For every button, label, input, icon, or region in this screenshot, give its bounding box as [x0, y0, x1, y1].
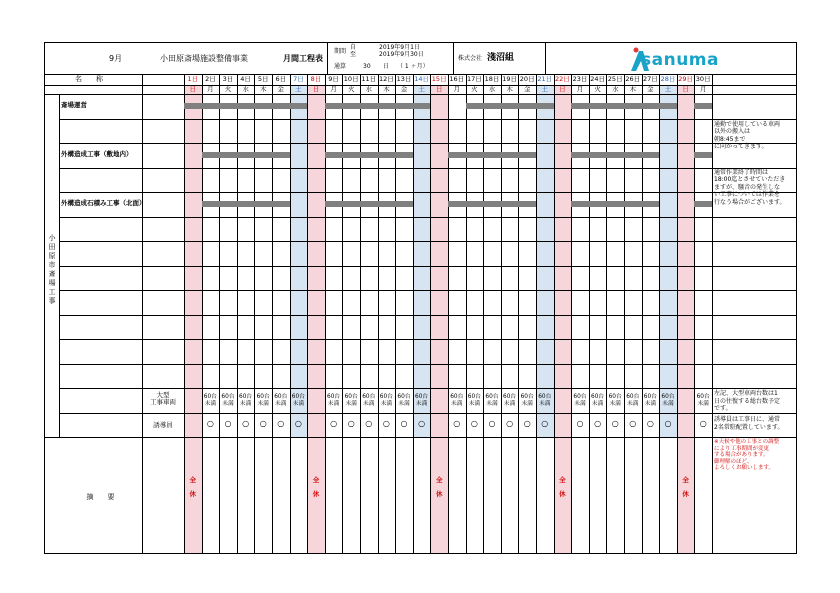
- truck-count: 60台 未満: [203, 394, 217, 407]
- day-number-header: 18日: [484, 75, 500, 83]
- weekday-header: 月: [453, 85, 461, 93]
- to-date: 2019年9月30日: [379, 51, 424, 58]
- truck-count: 60台 未満: [239, 394, 253, 407]
- weekday-header: 月: [699, 85, 707, 93]
- day-number-header: 29日: [678, 75, 693, 83]
- months-label: （ 1 ヶ月）: [397, 63, 429, 70]
- guard-mark: ○: [629, 419, 637, 428]
- weekend-column-bg: [659, 85, 677, 437]
- weekday-header: 木: [506, 85, 513, 93]
- grid-line: [59, 339, 796, 340]
- grid-line: [466, 75, 467, 553]
- guard-mark: ○: [418, 419, 426, 428]
- weekday-header: 水: [365, 85, 373, 93]
- weekday-header: 月: [576, 85, 584, 93]
- day-number-header: 7日: [293, 75, 304, 83]
- truck-count: 60台 未満: [520, 394, 534, 407]
- weekday-header: 日: [435, 85, 443, 93]
- company-prefix: 株式会社: [458, 55, 483, 62]
- grid-line: [501, 75, 502, 553]
- day-number-header: 17日: [467, 75, 482, 83]
- day-number-header: 1日: [187, 75, 199, 83]
- holiday-mark: 全 休: [682, 476, 689, 498]
- weekday-header: 木: [383, 85, 390, 93]
- truck-count: 60台 未満: [221, 394, 235, 407]
- weekend-column-bg: [536, 85, 554, 437]
- grid-line: [448, 75, 449, 553]
- day-number-header: 21日: [537, 75, 553, 83]
- weekday-header: 土: [664, 85, 672, 93]
- grid-line: [659, 75, 660, 553]
- weekday-header: 水: [611, 85, 619, 93]
- truck-count: 60台 未満: [503, 394, 517, 407]
- day-number-header: 12日: [379, 75, 394, 83]
- gantt-bar: [325, 152, 413, 158]
- grid-line: [59, 241, 796, 242]
- grid-line: [45, 437, 796, 438]
- guard-mark: ○: [611, 419, 619, 428]
- guard-mark: ○: [206, 419, 214, 428]
- month-label: 9月: [109, 54, 123, 63]
- weekday-header: 日: [682, 85, 689, 93]
- grid-line: [59, 315, 796, 316]
- grid-line: [272, 75, 273, 553]
- truck-count: 60台 未満: [274, 394, 288, 407]
- schedule-title: 月間工程表: [283, 54, 323, 63]
- weekday-header: 水: [242, 85, 249, 93]
- day-number-header: 8日: [310, 75, 322, 83]
- grid-line: [536, 75, 537, 553]
- guard-mark: ○: [242, 419, 250, 428]
- gantt-bar: [325, 103, 431, 109]
- guard-mark: ○: [277, 419, 285, 428]
- truck-count: 60台 未満: [291, 394, 305, 407]
- guard-mark: ○: [664, 419, 672, 428]
- grid-line: [712, 75, 713, 553]
- day-number-header: 10日: [343, 75, 359, 83]
- truck-count: 60台 未満: [661, 394, 675, 407]
- weekday-header: 金: [277, 85, 285, 93]
- grid-line: [237, 75, 238, 553]
- guard-mark: ○: [382, 419, 390, 428]
- truck-count: 60台 未満: [573, 394, 587, 407]
- task-label: 外構造成石積み工事（北面）: [61, 199, 146, 207]
- guard-mark: ○: [330, 419, 338, 428]
- weekday-header: 金: [400, 85, 408, 93]
- grid-line: [378, 75, 379, 553]
- guard-mark: ○: [365, 419, 373, 428]
- truck-count: 60台 未満: [379, 394, 393, 407]
- guard-mark: ○: [523, 419, 531, 428]
- weekday-header: 木: [259, 85, 267, 93]
- day-number-header: 15日: [431, 75, 447, 83]
- grid-line: [624, 75, 625, 553]
- weekday-header: 火: [347, 85, 355, 93]
- guard-mark: ○: [400, 419, 408, 428]
- weekday-header: 金: [647, 85, 654, 93]
- task-label: 外構造成工事（敷地内）: [61, 150, 133, 158]
- day-number-header: 6日: [275, 75, 287, 83]
- guard-mark: ○: [294, 419, 302, 428]
- grid-line: [59, 192, 796, 193]
- guard-row-label: 誘導員: [153, 421, 173, 429]
- guard-mark: ○: [646, 419, 654, 428]
- gantt-bar: [466, 103, 554, 109]
- total-days: 30: [363, 63, 371, 70]
- holiday-mark: 全 休: [559, 476, 566, 498]
- gantt-bar: [694, 201, 712, 207]
- day-number-header: 28日: [660, 75, 676, 83]
- grid-line: [202, 75, 203, 553]
- guard-mark: ○: [576, 419, 584, 428]
- day-number-header: 25日: [607, 75, 623, 83]
- day-number-header: 13日: [396, 75, 412, 83]
- total-label: 通算: [334, 63, 347, 70]
- from-label: 自: [350, 44, 357, 51]
- gantt-bar: [694, 152, 712, 158]
- truck-count: 60台 未満: [485, 394, 499, 407]
- section-label: 小田原市斎場工事: [48, 234, 56, 305]
- day-number-header: 26日: [625, 75, 641, 83]
- day-number-header: 14日: [414, 75, 429, 83]
- grid-line: [254, 75, 255, 553]
- truck-count: 60台 未満: [327, 394, 341, 407]
- guard-mark: ○: [224, 419, 232, 428]
- weekday-header: 月: [330, 85, 337, 93]
- truck-count: 60台 未満: [415, 394, 429, 407]
- project-title: 小田原斎場施設整備事業: [160, 54, 248, 63]
- weekend-column-bg: [413, 85, 431, 437]
- grid-line: [589, 75, 590, 553]
- weekday-header: 水: [488, 85, 496, 93]
- grid-line: [290, 75, 291, 553]
- grid-line: [59, 266, 796, 267]
- remarks-label: 摘 要: [86, 493, 115, 501]
- day-number-header: 4日: [240, 75, 251, 83]
- grid-line: [59, 388, 796, 389]
- day-number-header: 9日: [328, 75, 339, 83]
- guard-mark: ○: [488, 419, 496, 428]
- grid-line: [59, 217, 796, 218]
- grid-line: [325, 75, 326, 553]
- weekend-column-bg: [677, 85, 695, 437]
- grid-line: [571, 75, 572, 553]
- grid-line: [59, 413, 796, 414]
- grid-line: [694, 75, 695, 553]
- truck-count: 60台 未満: [467, 394, 481, 407]
- note-commute: 通勤で使用している車両 以外の搬入は 朝8:45まで に向かってきます。: [714, 120, 781, 150]
- from-date: 2019年9月1日: [379, 44, 420, 51]
- guard-mark: ○: [506, 419, 514, 428]
- grid-line: [483, 75, 484, 553]
- guard-mark: ○: [699, 419, 707, 428]
- gantt-bar: [184, 103, 307, 109]
- gantt-bar: [571, 103, 677, 109]
- guard-mark: ○: [347, 419, 355, 428]
- day-number-header: 5日: [257, 75, 269, 83]
- weekend-column-bg: [554, 85, 572, 437]
- logo-text: sanuma: [641, 50, 719, 70]
- grid-line: [342, 75, 343, 553]
- day-number-header: 27日: [643, 75, 658, 83]
- truck-count: 60台 未満: [344, 394, 358, 407]
- truck-count: 60台 未満: [538, 394, 552, 407]
- grid-line: [59, 290, 796, 291]
- grid-line: [413, 75, 414, 553]
- truck-count: 60台 未満: [696, 394, 710, 407]
- weekday-header: 火: [224, 85, 232, 93]
- gantt-bar: [448, 201, 536, 207]
- weekday-header: 土: [418, 85, 425, 93]
- grid-line: [59, 119, 796, 120]
- day-number-header: 2日: [205, 75, 216, 83]
- task-label: 斎場運営: [61, 101, 87, 109]
- guard-mark: ○: [470, 419, 478, 428]
- day-number-header: 11日: [361, 75, 377, 83]
- weekend-column-bg: [290, 85, 308, 437]
- note-guards: 誘導員は工事日に、通常 2名常駐配置しています。: [714, 416, 784, 431]
- grid-line: [642, 75, 643, 553]
- day-number-header: 24日: [590, 75, 605, 83]
- name-header: 名 称: [75, 75, 103, 83]
- gantt-bar: [325, 201, 413, 207]
- weekend-column-bg: [184, 85, 202, 437]
- guard-mark: ○: [453, 419, 461, 428]
- company-name: 淺沼組: [487, 53, 515, 63]
- gantt-bar: [694, 103, 712, 109]
- period-label: 期間: [334, 48, 347, 55]
- truck-count: 60台 未満: [256, 394, 270, 407]
- day-number-header: 23日: [572, 75, 588, 83]
- truck-count: 60台 未満: [608, 394, 622, 407]
- gantt-bar: [202, 201, 290, 207]
- weekday-header: 木: [629, 85, 637, 93]
- grid-line: [59, 168, 796, 169]
- truck-count: 60台 未満: [626, 394, 640, 407]
- note-work-end: 通常作業終了時間は 18:00迄とさせていただき ますが、騒音の発生しな い工事については作業を 行なう場合がございます。: [714, 168, 786, 206]
- holiday-mark: 全 休: [189, 476, 197, 498]
- grid-line: [59, 143, 796, 144]
- grid-line: [395, 75, 396, 553]
- truck-count: 60台 未満: [450, 394, 464, 407]
- weekday-header: 土: [541, 85, 549, 93]
- grid-line: [606, 75, 607, 553]
- weekday-header: 月: [207, 85, 214, 93]
- truck-count: 60台 未満: [643, 394, 657, 407]
- to-label: 至: [350, 51, 357, 58]
- guard-mark: ○: [541, 419, 549, 428]
- truck-row-label: 大型 工事車両: [150, 391, 176, 406]
- gantt-bar: [202, 152, 290, 158]
- grid-line: [219, 75, 220, 553]
- weekday-header: 日: [559, 85, 566, 93]
- weekend-column-bg: [307, 85, 325, 437]
- day-unit: 日: [383, 63, 390, 70]
- day-number-header: 20日: [519, 75, 535, 83]
- grid-line: [360, 75, 361, 553]
- holiday-mark: 全 休: [435, 476, 443, 498]
- day-number-header: 3日: [222, 75, 234, 83]
- note-remarks: ※天候や他の工事との調整 により工事期間が変更 する場合があります。 御理解のほど、 よろしくお願いします。: [714, 439, 780, 471]
- holiday-mark: 全 休: [312, 476, 320, 498]
- truck-count: 60台 未満: [397, 394, 411, 407]
- guard-mark: ○: [259, 419, 267, 428]
- weekday-header: 火: [594, 85, 601, 93]
- weekday-header: 日: [189, 85, 197, 93]
- guard-mark: ○: [594, 419, 602, 428]
- gantt-bar: [448, 152, 536, 158]
- day-number-header: 22日: [555, 75, 570, 83]
- grid-line: [142, 75, 143, 553]
- day-number-header: 30日: [695, 75, 711, 83]
- weekend-column-bg: [430, 85, 448, 437]
- truck-count: 60台 未満: [362, 394, 376, 407]
- gantt-bar: [571, 201, 659, 207]
- gantt-bar: [571, 152, 659, 158]
- grid-line: [45, 94, 796, 95]
- schedule-sheet: [44, 42, 797, 554]
- day-number-header: 19日: [502, 75, 517, 83]
- weekday-header: 火: [471, 85, 478, 93]
- day-number-header: 16日: [449, 75, 465, 83]
- note-trucks: 左記、大型車両台数は1 日の往復する総台数予定 です。: [714, 390, 781, 412]
- grid-line: [59, 94, 60, 437]
- truck-count: 60台 未満: [591, 394, 605, 407]
- weekday-header: 日: [312, 85, 320, 93]
- grid-line: [59, 364, 796, 365]
- weekday-header: 金: [523, 85, 531, 93]
- weekday-header: 土: [295, 85, 302, 93]
- grid-line: [518, 75, 519, 553]
